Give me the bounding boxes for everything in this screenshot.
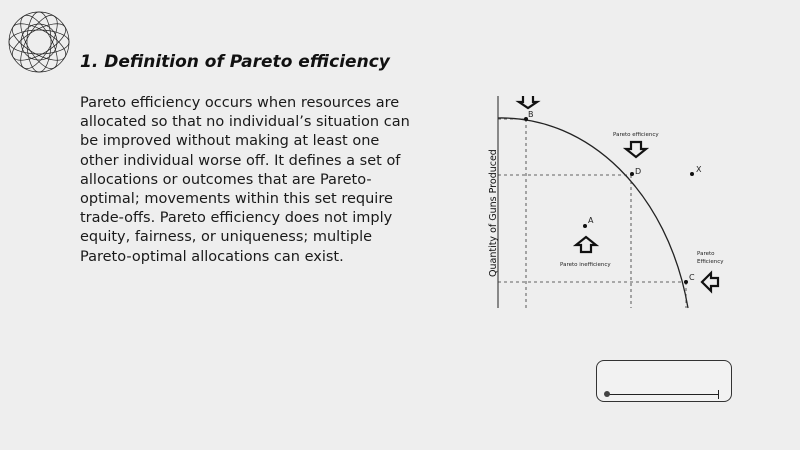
frontier-curve: [498, 118, 688, 308]
slider-end-marker: [718, 390, 719, 399]
point-label-a: A: [588, 216, 594, 225]
annotation-pareto-efficiency-right-2: Efficiency: [697, 259, 724, 265]
annotation-pareto-efficiency-right-1: Pareto: [697, 251, 715, 257]
decorative-logo-icon: [4, 4, 74, 80]
arrow-down-d-icon: [626, 142, 646, 157]
point-d: [630, 172, 634, 176]
slider-track[interactable]: [607, 394, 719, 395]
point-label-b: B: [528, 110, 534, 119]
pareto-frontier-diagram: [478, 92, 740, 314]
arrow-left-c-icon: [702, 273, 718, 291]
point-c: [684, 280, 688, 284]
slide-title: 1. Definition of Pareto efficiency: [80, 52, 390, 72]
body-paragraph: Pareto efficiency occurs when resources are allocated so that no individual’s situation can be improved without making at least one other individual worse off. It defines a set of allocations or outcomes that are Pareto-optimal; movements within this set require trade-offs. Pareto efficiency does not imply equity, fairness, or uniqueness; multiple Pareto-optimal allocations can exist.: [80, 95, 410, 265]
slider-control[interactable]: [596, 360, 732, 402]
point-a: [583, 224, 587, 228]
point-x: [690, 172, 694, 176]
point-label-x: X: [696, 165, 702, 174]
point-label-c: C: [689, 273, 695, 282]
y-axis-label: Quantity of Guns Produced: [488, 149, 499, 277]
slider-knob[interactable]: [604, 391, 610, 397]
arrow-up-a-icon: [576, 237, 596, 252]
point-label-d: D: [635, 167, 642, 176]
arrow-down-b-icon: [519, 96, 537, 108]
annotation-pareto-efficiency-top: Pareto efficiency: [613, 132, 659, 138]
annotation-pareto-inefficiency: Pareto inefficiency: [560, 262, 611, 268]
